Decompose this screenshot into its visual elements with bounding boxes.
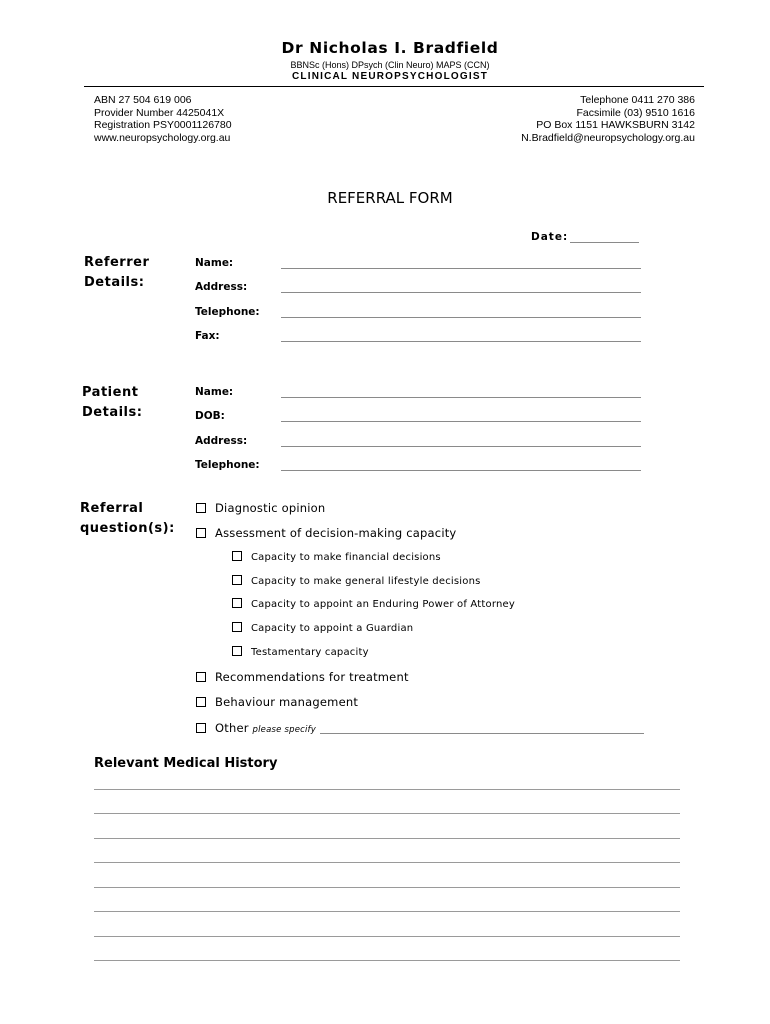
history-line[interactable] <box>94 911 680 912</box>
suboption-lifestyle-decisions[interactable]: Capacity to make general lifestyle decisions <box>232 575 481 587</box>
registration-text: Registration PSY0001126780 <box>94 119 232 131</box>
patient-name-field[interactable] <box>281 397 641 398</box>
suboption-testamentary-capacity[interactable]: Testamentary capacity <box>232 646 369 658</box>
other-hint: please specify <box>252 725 316 735</box>
patient-telephone-field[interactable] <box>281 470 641 471</box>
referrer-telephone-field[interactable] <box>281 317 641 318</box>
referrer-section-label: Referrer Details: <box>84 255 150 290</box>
referral-section-label: Referral question(s): <box>80 501 175 536</box>
website-link[interactable]: www.neuropsychology.org.au <box>94 131 231 144</box>
patient-address-label: Address: <box>195 435 248 447</box>
referrer-fax-label: Fax: <box>195 330 220 342</box>
history-line[interactable] <box>94 960 680 961</box>
patient-name-label: Name: <box>195 386 234 398</box>
checkbox[interactable] <box>232 551 242 561</box>
facsimile-text: Facsimile (03) 9510 1616 <box>576 106 695 119</box>
checkbox[interactable] <box>196 528 206 538</box>
patient-address-field[interactable] <box>281 446 641 447</box>
suboption-financial-decisions[interactable]: Capacity to make financial decisions <box>232 551 441 563</box>
referrer-fax-field[interactable] <box>281 341 641 342</box>
date-label: Date: <box>531 231 569 243</box>
checkbox[interactable] <box>196 672 206 682</box>
other-specify-field[interactable] <box>320 733 644 734</box>
referrer-name-field[interactable] <box>281 268 641 269</box>
provider-number-text: Provider Number 4425041X <box>94 106 225 119</box>
checkbox[interactable] <box>196 503 206 513</box>
patient-dob-field[interactable] <box>281 421 641 422</box>
telephone-text: Telephone 0411 270 386 <box>580 94 695 106</box>
form-title: REFERRAL FORM <box>327 189 453 207</box>
contact-left <box>94 94 232 144</box>
checkbox[interactable] <box>232 622 242 632</box>
patient-section-label: Patient Details: <box>82 385 143 420</box>
history-line[interactable] <box>94 789 680 790</box>
suboption-enduring-power-of-attorney[interactable]: Capacity to appoint an Enduring Power of Attorney <box>232 598 515 610</box>
option-other[interactable]: Other please specify <box>196 721 316 735</box>
history-line[interactable] <box>94 887 680 888</box>
doctor-title: CLINICAL NEUROPSYCHOLOGIST <box>291 71 489 82</box>
checkbox[interactable] <box>232 646 242 656</box>
checkbox[interactable] <box>232 575 242 585</box>
referrer-address-field[interactable] <box>281 292 641 293</box>
option-diagnostic-opinion[interactable]: Diagnostic opinion <box>196 501 325 515</box>
option-behaviour-management[interactable]: Behaviour management <box>196 695 358 709</box>
doctor-name: Dr Nicholas I. Bradfield <box>281 39 499 57</box>
doctor-qualifications: BBNSc (Hons) DPsych (Clin Neuro) MAPS (CCN) <box>290 60 490 70</box>
option-decision-making-capacity[interactable]: Assessment of decision-making capacity <box>196 526 456 540</box>
date-field[interactable] <box>570 242 639 243</box>
po-box-text: PO Box 1151 HAWKSBURN 3142 <box>536 119 695 131</box>
history-line[interactable] <box>94 813 680 814</box>
referrer-telephone-label: Telephone: <box>195 306 260 318</box>
referrer-name-label: Name: <box>195 257 234 269</box>
option-recommendations-treatment[interactable]: Recommendations for treatment <box>196 670 409 684</box>
checkbox[interactable] <box>232 598 242 608</box>
suboption-appoint-guardian[interactable]: Capacity to appoint a Guardian <box>232 622 413 634</box>
history-line[interactable] <box>94 862 680 863</box>
history-line[interactable] <box>94 838 680 839</box>
patient-telephone-label: Telephone: <box>195 459 260 471</box>
medical-history-title: Relevant Medical History <box>94 756 278 771</box>
email-link[interactable]: N.Bradfield@neuropsychology.org.au <box>521 131 695 144</box>
checkbox[interactable] <box>196 723 206 733</box>
abn-text: ABN 27 504 619 006 <box>94 94 192 106</box>
contact-right <box>521 94 695 144</box>
checkbox[interactable] <box>196 697 206 707</box>
history-line[interactable] <box>94 936 680 937</box>
header-divider <box>84 86 704 87</box>
patient-dob-label: DOB: <box>195 410 225 422</box>
referrer-address-label: Address: <box>195 281 248 293</box>
